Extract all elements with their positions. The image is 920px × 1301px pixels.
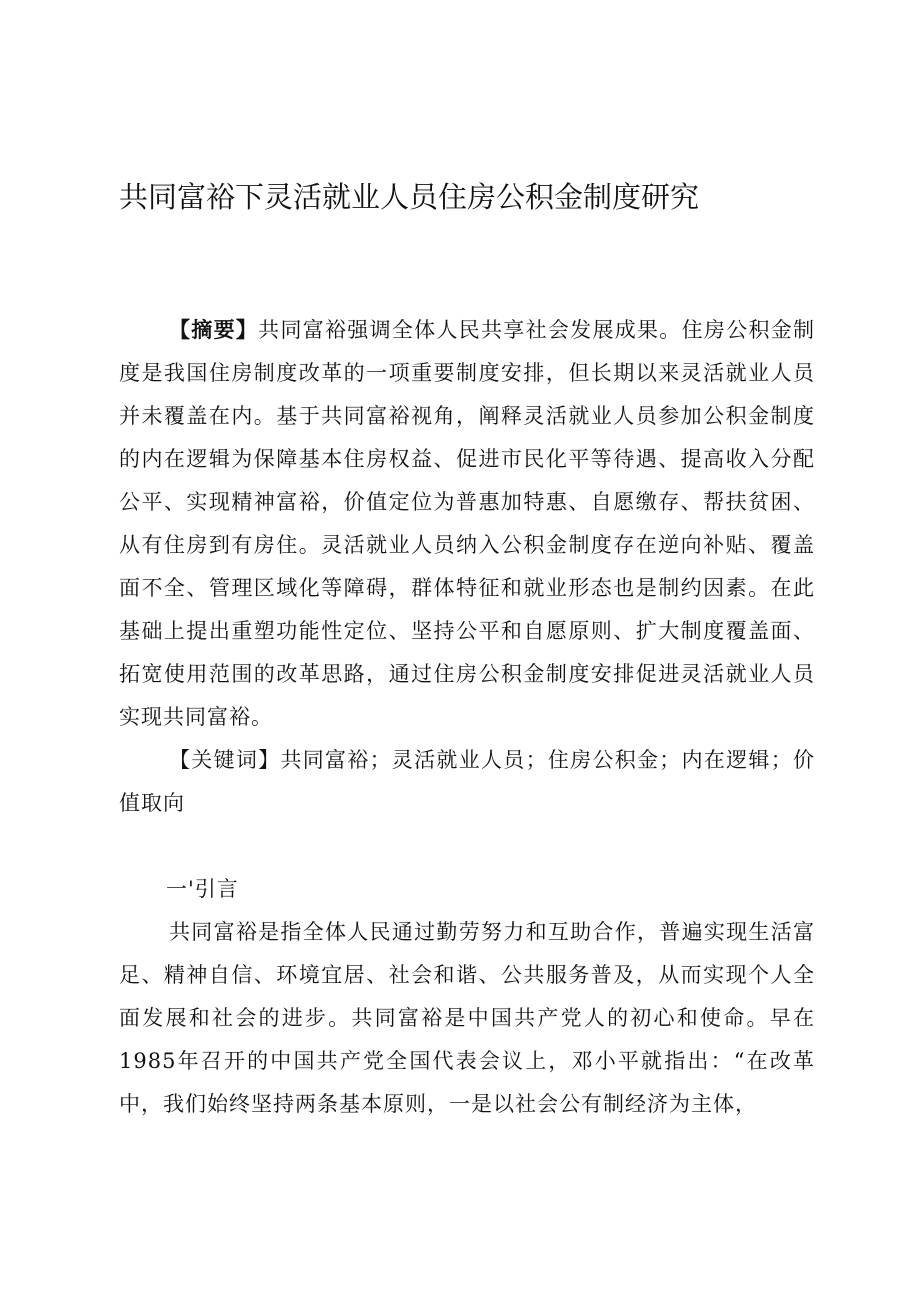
abstract-text: 共同富裕强调全体人民共享社会发展成果。住房公积金制度是我国住房制度改革的一项重要制度安排，但长期以来灵活就业人员并未覆盖在内。基于共同富裕视角，阐释灵活就业人员参加公积金制度的内在逻辑为保障基本住房权益、促进市民化平等待遇、提高收入分配公平、实现精神富裕，价值定位为普惠加特惠、自愿缴存、帮扶贫困、从有住房到有房住。灵活就业人员纳入公积金制度存在逆向补贴、覆盖面不全、管理区域化等障碍，群体特征和就业形态也是制约因素。在此基础上提出重塑功能性定位、坚持公平和自愿原则、扩大制度覆盖面、拓宽使用范围的改革思路，通过住房公积金制度安排促进灵活就业人员实现共同富裕。 [119, 318, 816, 729]
keywords-text: 共同富裕；灵活就业人员；住房公积金；内在逻辑；价值取向 [119, 748, 816, 815]
document-title: 共同富裕下灵活就业人员住房公积金制度研究 [119, 180, 700, 214]
section-heading-introduction: 一'引言 [166, 877, 239, 901]
abstract-paragraph [119, 308, 815, 739]
abstract-label: 【摘要】 [169, 317, 259, 342]
keywords-label: 【关键词】 [169, 748, 281, 772]
introduction-paragraph: 共同富裕是指全体人民通过勤劳努力和互助合作，普遍实现生活富足、精神自信、环境宜居、社会和谐、公共服务普及，从而实现个人全面发展和社会的进步。共同富裕是中国共产党人的初心和使命。早在1985年召开的中国共产党全国代表会议上，邓小平就指出：“在改革中，我们始终坚持两条基本原则，一是以社会公有制经济为主体， [119, 920, 815, 1116]
keywords-paragraph [119, 739, 815, 825]
